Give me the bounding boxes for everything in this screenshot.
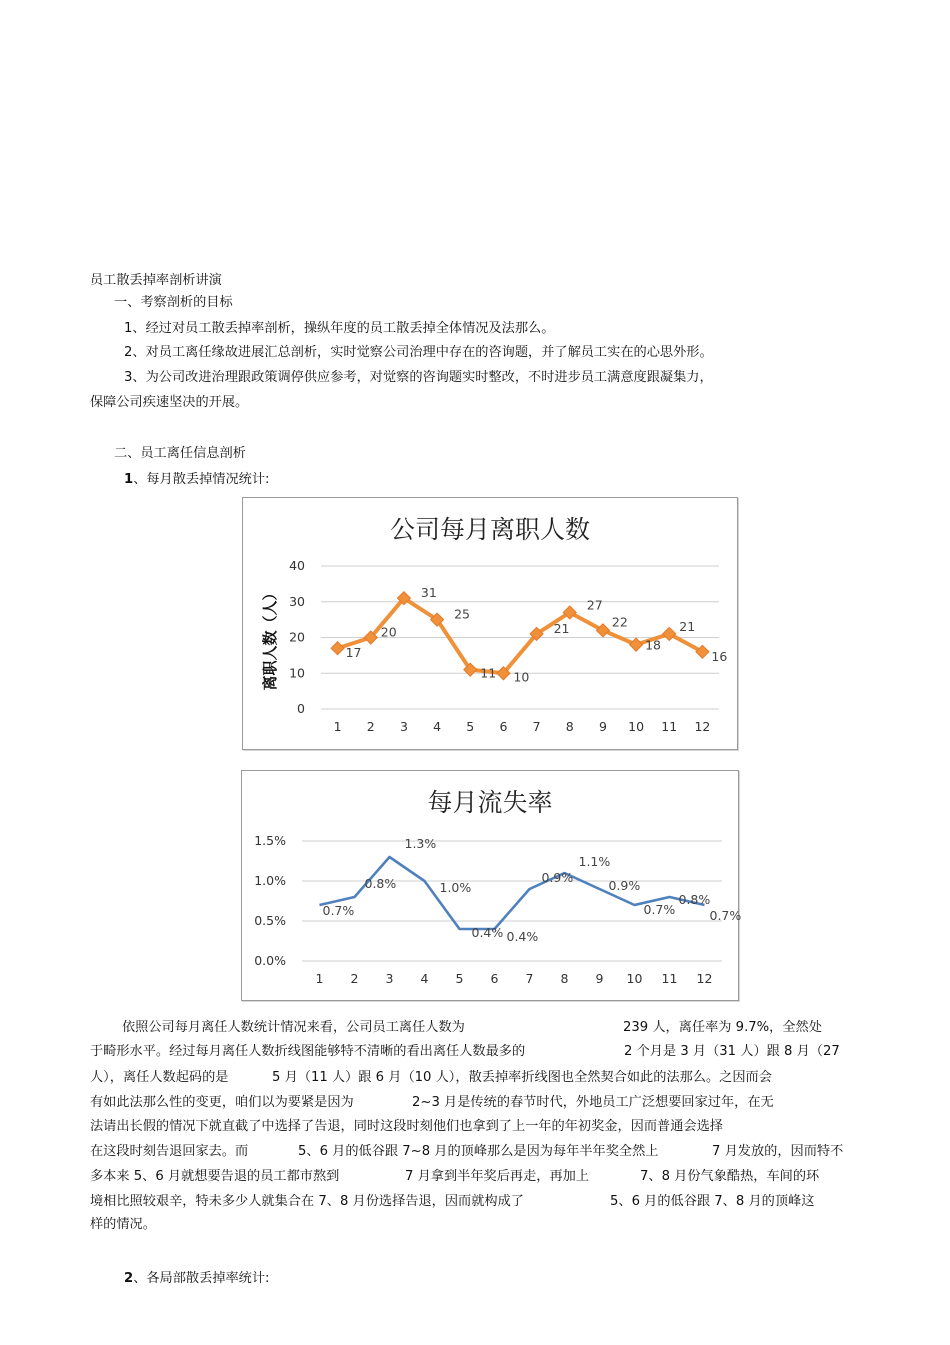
analysis-line-4a: 有如此法那么性的变更，咱们以为要紧是因为 bbox=[90, 1095, 354, 1110]
analysis-line-7b: 7 月拿到半年奖后再走，再加上 bbox=[405, 1169, 590, 1184]
analysis-line-1a: 依照公司每月离任人数统计情况来看，公司员工离任人数为 bbox=[122, 1020, 465, 1035]
analysis-line-8a: 境相比照较艰辛，特未多少人就集合在 7、8 月份选择告退，因而就构成了 bbox=[90, 1194, 524, 1209]
analysis-line-2a: 于畸形水平。经过每月离任人数折线图能够特不清晰的看出离任人数最多的 bbox=[90, 1044, 526, 1059]
analysis-line-3b: 5 月（11 人）跟 6 月（10 人），散丢掉率折线图也全然契合如此的法那么。之因而会 bbox=[272, 1070, 772, 1085]
chart1-data-label: 21 bbox=[553, 620, 570, 636]
analysis-line-7a: 多本来 5、6 月就想要告退的员工都市熬到 bbox=[90, 1169, 340, 1184]
chart1-y-tick: 10 bbox=[289, 665, 305, 681]
chart1-point-marker bbox=[630, 638, 643, 651]
chart1-x-tick: 8 bbox=[565, 719, 574, 734]
analysis-line-5: 法请出长假的情况下就直截了中选择了告退，同时这段时刻他们也拿到了上一年的年初奖金，因而普通会选择 bbox=[90, 1119, 723, 1134]
analysis-line-2b: 2 个月是 3 月（31 人）跟 8 月（27 bbox=[624, 1044, 840, 1059]
chart2-data-label: 1.0% bbox=[439, 880, 472, 895]
chart1-point-marker bbox=[331, 642, 344, 655]
chart1-x-tick: 3 bbox=[399, 719, 408, 734]
chart1-data-label: 31 bbox=[420, 585, 437, 601]
chart2-x-tick: 3 bbox=[385, 971, 394, 986]
chart1-data-label: 21 bbox=[679, 618, 696, 634]
chart2-x-tick: 8 bbox=[560, 971, 569, 986]
chart1-x-tick: 1 bbox=[333, 719, 342, 734]
chart2-data-label: 0.9% bbox=[608, 878, 641, 893]
chart2-x-tick: 9 bbox=[595, 971, 604, 986]
chart1-x-tick: 7 bbox=[532, 719, 541, 734]
chart1-title: 公司每月离职人数 bbox=[389, 515, 591, 544]
analysis-line-9: 样的情况。 bbox=[90, 1217, 156, 1232]
subsection2-number: 2 bbox=[124, 1271, 134, 1286]
chart1-data-label: 18 bbox=[645, 637, 661, 653]
chart2-data-label: 0.8% bbox=[678, 892, 711, 907]
objective-item-3: 3、为公司改进治理跟政策调停供应参考，对觉察的咨询题实时整改，不时进步员工满意度跟凝集力， bbox=[124, 370, 713, 385]
chart2-data-label: 0.8% bbox=[364, 876, 397, 891]
chart2-x-tick: 1 bbox=[315, 971, 324, 986]
chart2-y-tick: 0.5% bbox=[254, 913, 286, 928]
section1-heading: 一、考察剖析的目标 bbox=[114, 295, 233, 310]
chart2-x-tick: 11 bbox=[661, 971, 678, 986]
chart1-y-axis-label: 离职人数（人） bbox=[261, 585, 279, 691]
analysis-line-7c: 7、8 月份气象酷热，车间的环 bbox=[640, 1169, 820, 1184]
objective-item-1: 1、经过对员工散丢掉率剖析，操纵年度的员工散丢掉全体情况及法那么。 bbox=[124, 321, 555, 336]
chart1-data-label: 10 bbox=[513, 669, 530, 685]
chart1-x-tick: 4 bbox=[433, 719, 442, 734]
chart2-y-tick: 1.0% bbox=[254, 873, 286, 888]
chart1-y-tick: 40 bbox=[289, 558, 305, 573]
subsection1-label: 、每月散丢掉情况统计: bbox=[133, 472, 270, 487]
analysis-line-8b: 5、6 月的低谷跟 7、8 月的顶峰这 bbox=[610, 1194, 815, 1209]
chart1-data-label: 11 bbox=[480, 665, 497, 681]
chart1-y-tick: 0 bbox=[297, 701, 305, 716]
chart2-data-label: 1.1% bbox=[578, 854, 611, 869]
chart1-x-tick: 9 bbox=[598, 719, 607, 734]
chart1-x-tick: 5 bbox=[466, 719, 475, 734]
chart1-x-tick: 2 bbox=[366, 719, 375, 734]
objective-item-3-cont: 保障公司疾速坚决的开展。 bbox=[90, 395, 249, 410]
section2-heading: 二、员工离任信息剖析 bbox=[114, 446, 246, 461]
chart2-y-tick: 0.0% bbox=[254, 953, 286, 968]
chart2-data-label: 0.4% bbox=[506, 929, 539, 944]
monthly-turnover-rate-svg bbox=[242, 771, 742, 1000]
chart1-data-label: 20 bbox=[380, 624, 397, 640]
chart1-data-label: 22 bbox=[611, 614, 628, 630]
chart2-x-tick: 4 bbox=[420, 971, 429, 986]
chart1-x-tick: 11 bbox=[661, 719, 678, 734]
chart2-x-tick: 5 bbox=[455, 971, 464, 986]
subsection1-heading bbox=[124, 471, 270, 489]
analysis-line-6c: 7 月发放的，因而特不 bbox=[712, 1144, 844, 1159]
analysis-line-4b: 2~3 月是传统的春节时代，外地员工广泛想要回家过年，在无 bbox=[412, 1095, 774, 1110]
chart2-x-tick: 12 bbox=[696, 971, 713, 986]
objective-item-2: 2、对员工离任缘故进展汇总剖析，实时觉察公司治理中存在的咨询题，并了解员工实在的心思外形。 bbox=[124, 345, 713, 360]
chart1-data-label: 16 bbox=[711, 648, 728, 664]
chart2-x-tick: 7 bbox=[525, 971, 534, 986]
analysis-line-6a: 在这段时刻告退回家去。而 bbox=[90, 1144, 249, 1159]
analysis-line-6b: 5、6 月的低谷跟 7~8 月的顶峰那么是因为每年半年奖全然上 bbox=[298, 1144, 659, 1159]
chart1-x-tick: 6 bbox=[499, 719, 508, 734]
document-title: 员工散丢掉率剖析讲演 bbox=[90, 273, 222, 288]
chart1-y-tick: 20 bbox=[289, 629, 305, 645]
chart2-y-tick: 1.5% bbox=[254, 833, 286, 848]
chart2-data-label: 0.7% bbox=[643, 902, 676, 917]
subsection2-heading bbox=[124, 1270, 270, 1288]
analysis-line-1b: 239 人，离任率为 9.7%，全然处 bbox=[623, 1020, 822, 1035]
chart1-x-tick: 12 bbox=[694, 719, 711, 734]
chart1-data-label: 27 bbox=[586, 597, 603, 613]
subsection1-number: 1 bbox=[124, 472, 134, 487]
chart1-data-label: 25 bbox=[454, 606, 470, 622]
chart2-x-tick: 10 bbox=[626, 971, 643, 986]
monthly-turnover-rate-chart bbox=[241, 770, 742, 1001]
chart1-data-label: 17 bbox=[345, 645, 362, 661]
chart2-data-label: 0.7% bbox=[322, 903, 355, 918]
monthly-resignations-svg bbox=[243, 498, 737, 749]
chart2-data-label: 0.9% bbox=[541, 870, 574, 885]
chart2-title: 每月流失率 bbox=[427, 788, 553, 817]
subsection2-label: 、各局部散丢掉率统计: bbox=[133, 1271, 270, 1286]
chart2-series-line bbox=[320, 857, 705, 929]
analysis-line-3a: 人），离任人数起码的是 bbox=[90, 1070, 229, 1085]
chart2-data-label: 0.4% bbox=[471, 925, 504, 940]
chart2-x-tick: 6 bbox=[490, 971, 499, 986]
chart2-data-label: 0.7% bbox=[709, 908, 742, 923]
monthly-resignations-chart bbox=[242, 497, 738, 750]
chart1-x-tick: 10 bbox=[628, 719, 645, 734]
chart2-x-tick: 2 bbox=[350, 971, 359, 986]
chart1-y-tick: 30 bbox=[289, 593, 305, 609]
chart2-data-label: 1.3% bbox=[404, 836, 437, 851]
